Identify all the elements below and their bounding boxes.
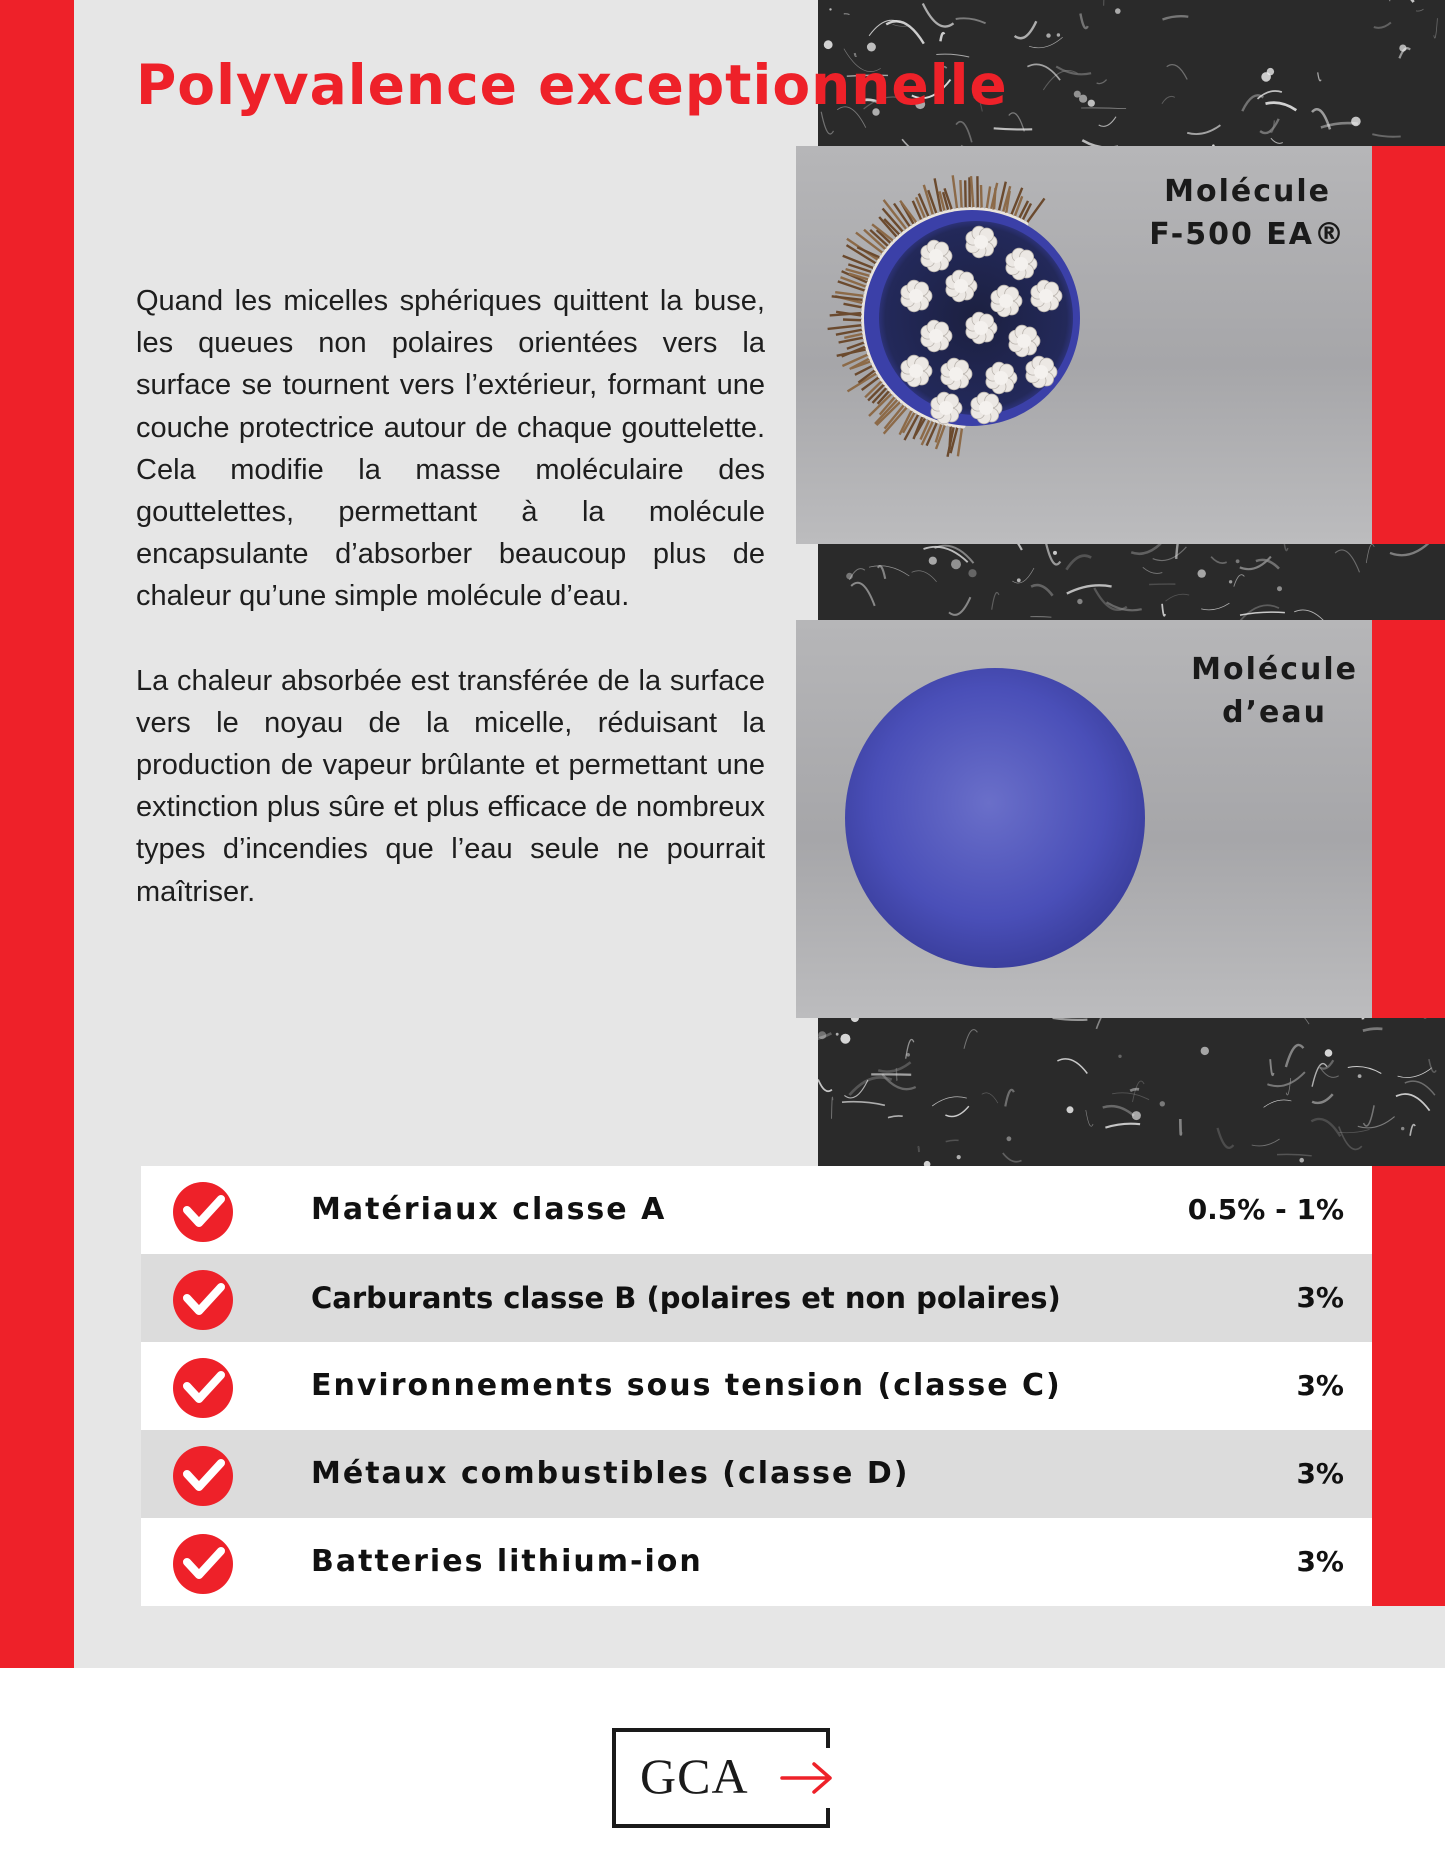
fire-class-label: Batteries lithium-ion	[311, 1544, 703, 1579]
intro-paragraph-1: Quand les micelles sphériques quittent la buse, les queues non polaires orientées vers la surface se tournent vers l’extérieur, formant une couche protectrice autour de chaque gouttelette. Cela modifie la masse moléculaire des gouttelettes, permettant à la molécule encapsulante d’absorber beaucoup plus de chaleur qu’une simple molécule d’eau.	[136, 285, 765, 613]
left-accent-strip	[0, 0, 74, 1668]
f500-molecule-card	[796, 146, 1372, 544]
water-label-line1: Molécule	[1191, 652, 1358, 687]
f500-molecule-label	[1149, 170, 1346, 256]
f500-label-line1: Molécule	[1164, 174, 1332, 209]
fire-class-row	[141, 1254, 1372, 1342]
red-accent-block	[1372, 620, 1445, 1018]
fire-class-label: Environnements sous tension (classe C)	[311, 1368, 1062, 1403]
water-label-line2: d’eau	[1222, 695, 1327, 730]
page-title-text: Polyvalence exceptionnelle	[136, 53, 1008, 117]
concentration-value: 3%	[1296, 1545, 1344, 1578]
fire-class-list	[141, 1166, 1372, 1606]
concentration-value: 3%	[1296, 1281, 1344, 1314]
concentration-value: 0.5% - 1%	[1187, 1193, 1344, 1226]
concentration-value: 3%	[1296, 1457, 1344, 1490]
check-circle-icon	[171, 1356, 235, 1420]
intro-text	[136, 280, 765, 955]
check-circle-icon	[171, 1180, 235, 1244]
check-circle-icon	[171, 1268, 235, 1332]
gca-logo	[610, 1726, 836, 1830]
check-circle-icon	[171, 1444, 235, 1508]
water-molecule-label	[1191, 648, 1358, 734]
fire-class-label: Matériaux classe A	[311, 1192, 667, 1227]
red-accent-block	[1372, 1166, 1445, 1606]
fire-class-label: Métaux combustibles (classe D)	[311, 1456, 910, 1491]
fire-class-label: Carburants classe B (polaires et non polaires)	[311, 1281, 1061, 1315]
check-circle-icon	[171, 1532, 235, 1596]
fire-class-row	[141, 1342, 1372, 1430]
fire-class-row	[141, 1518, 1372, 1606]
concentration-value: 3%	[1296, 1369, 1344, 1402]
fire-class-row	[141, 1166, 1372, 1254]
intro-paragraph-2: La chaleur absorbée est transférée de la surface vers le noyau de la micelle, réduisant la production de vapeur brûlante et permettant une extinction plus sûre et plus efficace de nombreux types d’incendies que l’eau seule ne pourrait maîtriser.	[136, 664, 765, 908]
logo-text: GCA	[640, 1748, 749, 1804]
page-title	[136, 46, 1008, 124]
water-molecule-card	[796, 620, 1372, 1018]
red-accent-block	[1372, 146, 1445, 544]
arrow-right-icon	[782, 1764, 830, 1792]
fire-class-row	[141, 1430, 1372, 1518]
f500-label-line2: F-500 EA®	[1149, 217, 1346, 252]
